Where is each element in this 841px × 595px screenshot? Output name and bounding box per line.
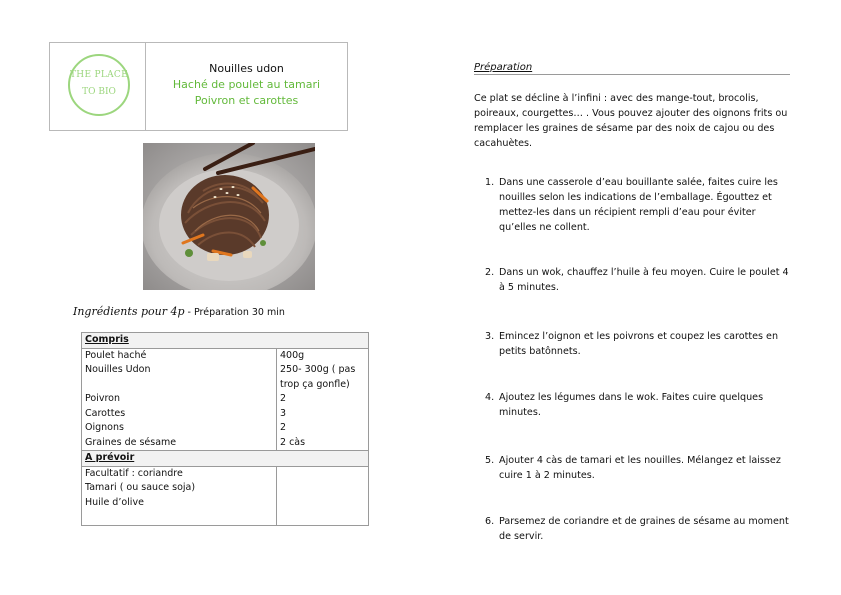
ingredient-qty: 2 càs: [280, 436, 306, 448]
ingredients-table: [81, 332, 369, 526]
provide-item: Tamari ( ou sauce soja): [85, 482, 196, 493]
step-3: 3. Emincez l’oignon et les poivrons et coupez les carottes en petits batônnets.: [485, 329, 791, 359]
ingredient-qty: 2: [280, 422, 287, 433]
step-5: 5. Ajouter 4 càs de tamari et les nouilles. Mélangez et laissez cuire 1 à 2 minutes.: [485, 453, 791, 483]
step-4: 4. Ajoutez les légumes dans le wok. Faites cuire quelques minutes.: [485, 390, 791, 420]
preparation-section: [474, 62, 792, 151]
ingredient-name: Nouilles Udon: [85, 364, 151, 375]
ingredient-qty: 250- 300g ( pas trop ça gonfle): [280, 364, 356, 390]
prep-time: - Préparation 30 min: [184, 307, 285, 318]
ingredients-title: Ingrédients pour 4p: [73, 305, 185, 318]
logo-text-line1: THE PLACE: [70, 70, 128, 80]
ingredient-name: Poivron: [85, 393, 120, 404]
ingredient-qty: 2: [280, 393, 287, 404]
step-6: 6. Parsemez de coriandre et de graines de sésame au moment de servir.: [485, 514, 791, 544]
ingredient-qty: 3: [280, 407, 287, 419]
step-text: Ajouter 4 càs de tamari et les nouilles. Mélangez et laissez cuire 1 à 2 minutes.: [499, 455, 781, 481]
ingredient-name: Oignons: [85, 422, 124, 433]
logo-text-line2: TO BIO: [82, 87, 116, 97]
ingredients-heading: [73, 305, 285, 318]
recipe-subtitle-1: Haché de poulet au tamari: [172, 78, 321, 91]
step-2: 2. Dans un wok, chauffez l’huile à feu moyen. Cuire le poulet 4 à 5 minutes.: [485, 265, 791, 295]
dish-photo: [143, 143, 315, 290]
preparation-title: Préparation: [474, 62, 790, 75]
recipe-header: [49, 42, 348, 131]
logo-cell: [50, 43, 146, 130]
step-text: Parsemez de coriandre et de graines de sésame au moment de servir.: [499, 516, 789, 542]
step-text: Ajoutez les légumes dans le wok. Faites cuire quelques minutes.: [499, 392, 764, 418]
recipe-subtitle-2: Poivron et carottes: [194, 94, 299, 107]
step-text: Dans un wok, chauffez l’huile à feu moyen. Cuire le poulet 4 à 5 minutes.: [499, 267, 789, 293]
step-text: Emincez l’oignon et les poivrons et coupez les carottes en petits batônnets.: [499, 331, 779, 357]
ingredient-name: Poulet haché: [85, 349, 147, 361]
table-row: [82, 348, 369, 451]
step-1: 1. Dans une casserole d’eau bouillante salée, faites cuire les nouilles selon les indications de l’emballage. Égouttez et mettez-les dans un récipient rempli d’eau pour éviter qu’elles ne collent.: [485, 175, 791, 235]
ingredient-name: Carottes: [85, 407, 126, 419]
table-section-row: [82, 451, 369, 467]
provide-item: Huile d’olive: [85, 496, 144, 508]
provide-item: Facultatif : coriandre: [85, 467, 183, 479]
brand-logo: [68, 54, 130, 116]
step-text: Dans une casserole d’eau bouillante salée, faites cuire les nouilles selon les indications de l’emballage. Égouttez et mettez-les dans un récipient rempli d’eau pour éviter qu’elles ne collent.: [499, 177, 778, 233]
preparation-intro: Ce plat se décline à l’infini : avec des mange-tout, brocolis, poireaux, courgettes… . Vous pouvez ajouter des oignons frits ou remplacer les graines de sésame par des noix de cajou ou des cacahuètes.: [474, 93, 788, 149]
ingredient-name: Graines de sésame: [85, 436, 177, 448]
table-section-row: [82, 333, 369, 349]
ingredient-qty: 400g: [280, 349, 305, 361]
section-included-label: Compris: [82, 333, 369, 349]
title-cell: [146, 43, 347, 130]
table-row: [82, 466, 369, 525]
section-provide-label: A prévoir: [82, 451, 369, 467]
recipe-title: Nouilles udon: [209, 62, 284, 75]
